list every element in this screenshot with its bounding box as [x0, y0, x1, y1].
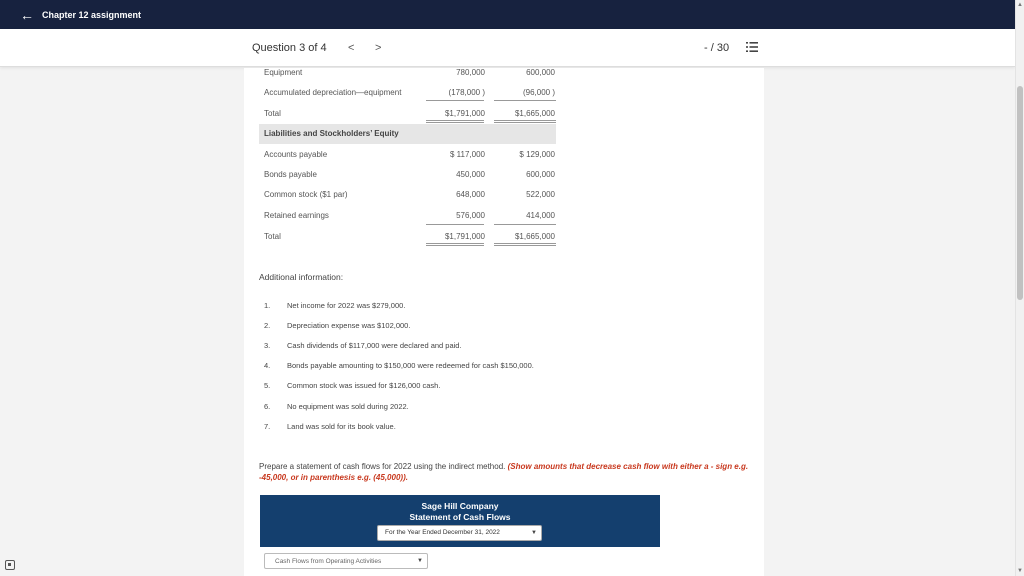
activity-section-select[interactable] — [264, 553, 428, 569]
value-2022: 648,000 — [456, 190, 485, 199]
section-header — [259, 124, 556, 144]
item-number: 7. — [264, 422, 271, 431]
chevron-down-icon: ▼ — [417, 558, 423, 564]
value-2021: 600,000 — [526, 170, 555, 179]
item-number: 3. — [264, 341, 271, 350]
company-name: Sage Hill Company — [421, 501, 499, 511]
underline — [494, 224, 556, 225]
score-display: - / 30 — [704, 41, 730, 54]
row-label: Accounts payable — [264, 150, 328, 159]
value-2021: $1,665,000 — [514, 232, 555, 241]
item-text: Bonds payable amounting to $150,000 were redeemed for cash $150,000. — [287, 361, 534, 370]
activity-section-value: Cash Flows from Operating Activities — [275, 558, 382, 565]
period-select[interactable] — [377, 525, 542, 541]
underline — [426, 224, 484, 225]
previous-question-button[interactable]: < — [348, 41, 355, 54]
additional-info-title: Additional information: — [259, 272, 344, 282]
item-text: Land was sold for its book value. — [287, 422, 396, 431]
item-text: Common stock was issued for $126,000 cash. — [287, 381, 441, 390]
top-bar — [0, 0, 1015, 29]
back-arrow-icon[interactable]: ← — [20, 6, 34, 23]
value-2022: $1,791,000 — [444, 232, 485, 241]
section-title: Liabilities and Stockholders’ Equity — [264, 129, 399, 138]
item-text: No equipment was sold during 2022. — [287, 402, 409, 411]
value-2021: 414,000 — [526, 211, 555, 220]
screen-icon[interactable] — [5, 560, 15, 570]
item-number: 1. — [264, 301, 271, 310]
value-2021: 522,000 — [526, 190, 555, 199]
value-2022: $ 117,000 — [450, 150, 485, 159]
row-label: Total — [264, 232, 281, 241]
item-number: 4. — [264, 361, 271, 370]
item-number: 6. — [264, 402, 271, 411]
statement-title: Statement of Cash Flows — [409, 512, 511, 522]
row-label: Accumulated depreciation—equipment — [264, 88, 402, 97]
instructions-text: Prepare a statement of cash flows for 2022 using the indirect method. — [259, 462, 506, 471]
table-row — [259, 185, 556, 205]
double-underline — [494, 120, 556, 123]
page-scrollbar[interactable] — [1015, 0, 1024, 576]
underline — [494, 100, 556, 101]
assignment-title: Chapter 12 assignment — [42, 9, 142, 20]
value-2021: $1,665,000 — [514, 109, 555, 118]
value-2021: $ 129,000 — [519, 150, 555, 159]
row-label: Retained earnings — [264, 211, 329, 220]
double-underline — [494, 243, 556, 246]
scroll-up-icon[interactable]: ▲ — [1017, 2, 1023, 8]
scrollbar-thumb[interactable] — [1017, 86, 1023, 300]
scroll-down-icon[interactable]: ▼ — [1017, 568, 1023, 574]
question-bar — [0, 29, 1015, 67]
instructions-hint: (Show amounts that decrease cash flow with either a - sign e.g. -45,000, or in parenthesis e.g. (45,000)). — [259, 462, 749, 482]
chevron-down-icon: ▼ — [531, 530, 537, 536]
next-question-button[interactable]: > — [375, 41, 382, 54]
item-text: Net income for 2022 was $279,000. — [287, 301, 406, 310]
instructions — [259, 461, 754, 483]
item-number: 2. — [264, 321, 271, 330]
double-underline — [426, 120, 484, 123]
list-icon[interactable] — [746, 41, 758, 53]
underline — [426, 100, 484, 101]
item-text: Depreciation expense was $102,000. — [287, 321, 411, 330]
table-row — [259, 165, 556, 185]
row-label: Total — [264, 109, 281, 118]
double-underline — [426, 243, 484, 246]
value-2021: (96,000 ) — [522, 88, 555, 97]
row-label: Common stock ($1 par) — [264, 190, 348, 199]
value-2022: $1,791,000 — [444, 109, 485, 118]
table-row — [259, 206, 556, 226]
row-label: Equipment — [264, 68, 303, 77]
item-number: 5. — [264, 381, 271, 390]
question-indicator: Question 3 of 4 — [252, 41, 327, 54]
value-2022: 780,000 — [456, 68, 485, 77]
value-2022: 576,000 — [456, 211, 485, 220]
table-row — [259, 68, 556, 83]
item-text: Cash dividends of $117,000 were declared and paid. — [287, 341, 462, 350]
table-row — [259, 145, 556, 165]
question-content — [244, 68, 764, 576]
statement-header — [260, 495, 660, 547]
row-label: Bonds payable — [264, 170, 317, 179]
value-2022: 450,000 — [456, 170, 485, 179]
value-2022: (178,000 ) — [448, 88, 485, 97]
value-2021: 600,000 — [526, 68, 555, 77]
period-select-value: For the Year Ended December 31, 2022 — [385, 529, 500, 536]
